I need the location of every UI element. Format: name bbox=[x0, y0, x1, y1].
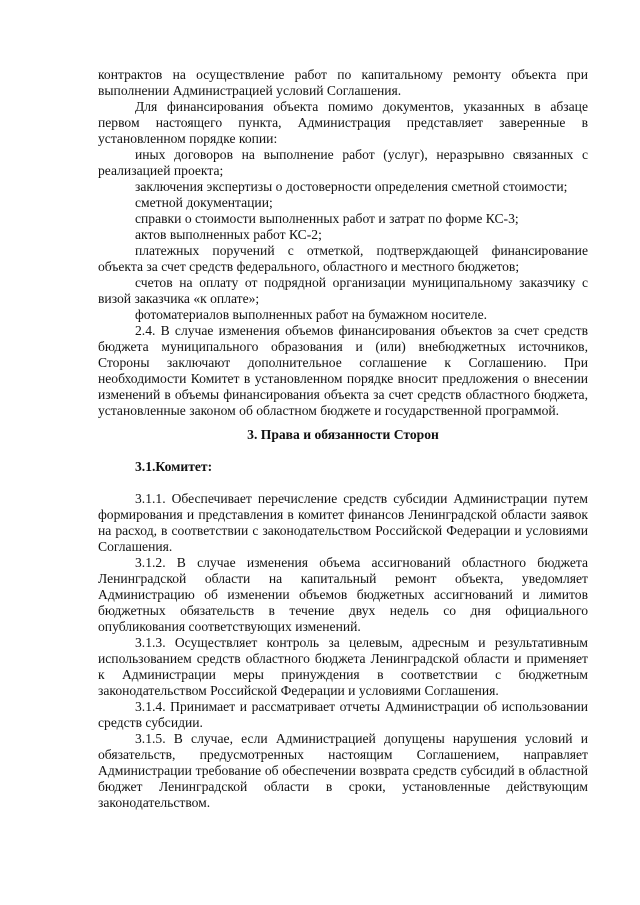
text-line: 2.4. В случае изменения объемов финансирования объектов за счет средств bbox=[135, 323, 588, 338]
text-line: законодательством. bbox=[98, 795, 211, 810]
text-line: бюджета муниципального образования и (или) внебюджетных источников, bbox=[98, 339, 588, 354]
text-line: средств субсидии. bbox=[98, 715, 203, 730]
text-line: контрактов на осуществление работ по капитальному ремонту объекта при bbox=[98, 67, 588, 82]
text-line: выполнении Администрацией условий Соглашения. bbox=[98, 83, 402, 98]
text-line: сметной документации; bbox=[135, 195, 273, 210]
text-line: необходимости Комитет в установленном порядке вносит предложения о внесении bbox=[98, 371, 588, 386]
text-line: 3.1.5. В случае, если Администрацией допущены нарушения условий и bbox=[135, 731, 588, 746]
text-line: актов выполненных работ КС-2; bbox=[135, 227, 322, 242]
text-line: 3.1.4. Принимает и рассматривает отчеты Администрации об использовании bbox=[135, 699, 588, 714]
text-line: установленном порядке копии: bbox=[98, 131, 278, 146]
text-line: формирования и представления в комитет финансов Ленинградской области заявок bbox=[98, 507, 588, 522]
text-line: Администрации требование об обеспечении возврата средств субсидий в областной bbox=[98, 763, 588, 778]
text-line: объекта за счет средств федерального, областного и местного бюджетов; bbox=[98, 259, 520, 274]
text-line: первом настоящего пункта, Администрация представляет заверенные в bbox=[98, 115, 588, 130]
text-line: заключения экспертизы о достоверности определения сметной стоимости; bbox=[135, 179, 568, 194]
text-line: 3.1.2. В случае изменения объема ассигнований областного бюджета bbox=[135, 555, 588, 570]
text-line: обязательств, предусмотренных настоящим Соглашением, направляет bbox=[98, 747, 588, 762]
text-line: счетов на оплату от подрядной организации муниципальному заказчику с bbox=[135, 275, 588, 290]
text-line: на расход, в соответствии с законодательством Российской Федерации и условиями bbox=[98, 523, 588, 538]
text-line: реализацией проекта; bbox=[98, 163, 224, 178]
text-line: Ленинградской области на капитальный ремонт объекта, уведомляет bbox=[98, 571, 588, 586]
text-line: 3.1.1. Обеспечивает перечисление средств субсидии Администрации путем bbox=[135, 491, 588, 506]
text-line: Стороны заключают дополнительное соглашение к Соглашению. При bbox=[98, 355, 588, 370]
text-line: использованием средств областного бюджета Ленинградской области и применяет bbox=[98, 651, 588, 666]
text-line: Администрацию об изменении объемов бюджетных ассигнований и лимитов bbox=[98, 587, 588, 602]
text-line: платежных поручений с отметкой, подтверждающей финансирование bbox=[135, 243, 588, 258]
text-line: установленные законом об областном бюджете и государственной программой. bbox=[98, 403, 560, 418]
text-line: 3. Права и обязанности Сторон bbox=[247, 427, 439, 442]
text-line: законодательством Российской Федерации и условиями Соглашения. bbox=[98, 683, 499, 698]
text-line: иных договоров на выполнение работ (услуг), неразрывно связанных с bbox=[135, 147, 588, 162]
text-line: изменений в объемы финансирования объекта за счет средств областного бюджета, bbox=[98, 387, 588, 402]
text-line: визой заказчика «к оплате»; bbox=[98, 291, 260, 306]
text-line: к Администрации меры принуждения в соответствии с бюджетным bbox=[98, 667, 588, 682]
text-line: бюджет Ленинградской области в сроки, установленные действующим bbox=[98, 779, 588, 794]
text-line: бюджетных обязательств в течение двух недель со дня официального bbox=[98, 603, 588, 618]
text-line: справки о стоимости выполненных работ и затрат по форме КС-3; bbox=[135, 211, 519, 226]
text-line: опубликования соответствующих изменений. bbox=[98, 619, 361, 634]
text-line: 3.1.3. Осуществляет контроль за целевым, адресным и результативным bbox=[135, 635, 588, 650]
text-line: Для финансирования объекта помимо документов, указанных в абзаце bbox=[135, 99, 588, 114]
text-line: Соглашения. bbox=[98, 539, 173, 554]
text-line: фотоматериалов выполненных работ на бумажном носителе. bbox=[135, 307, 488, 322]
text-line: 3.1.Комитет: bbox=[135, 459, 213, 474]
